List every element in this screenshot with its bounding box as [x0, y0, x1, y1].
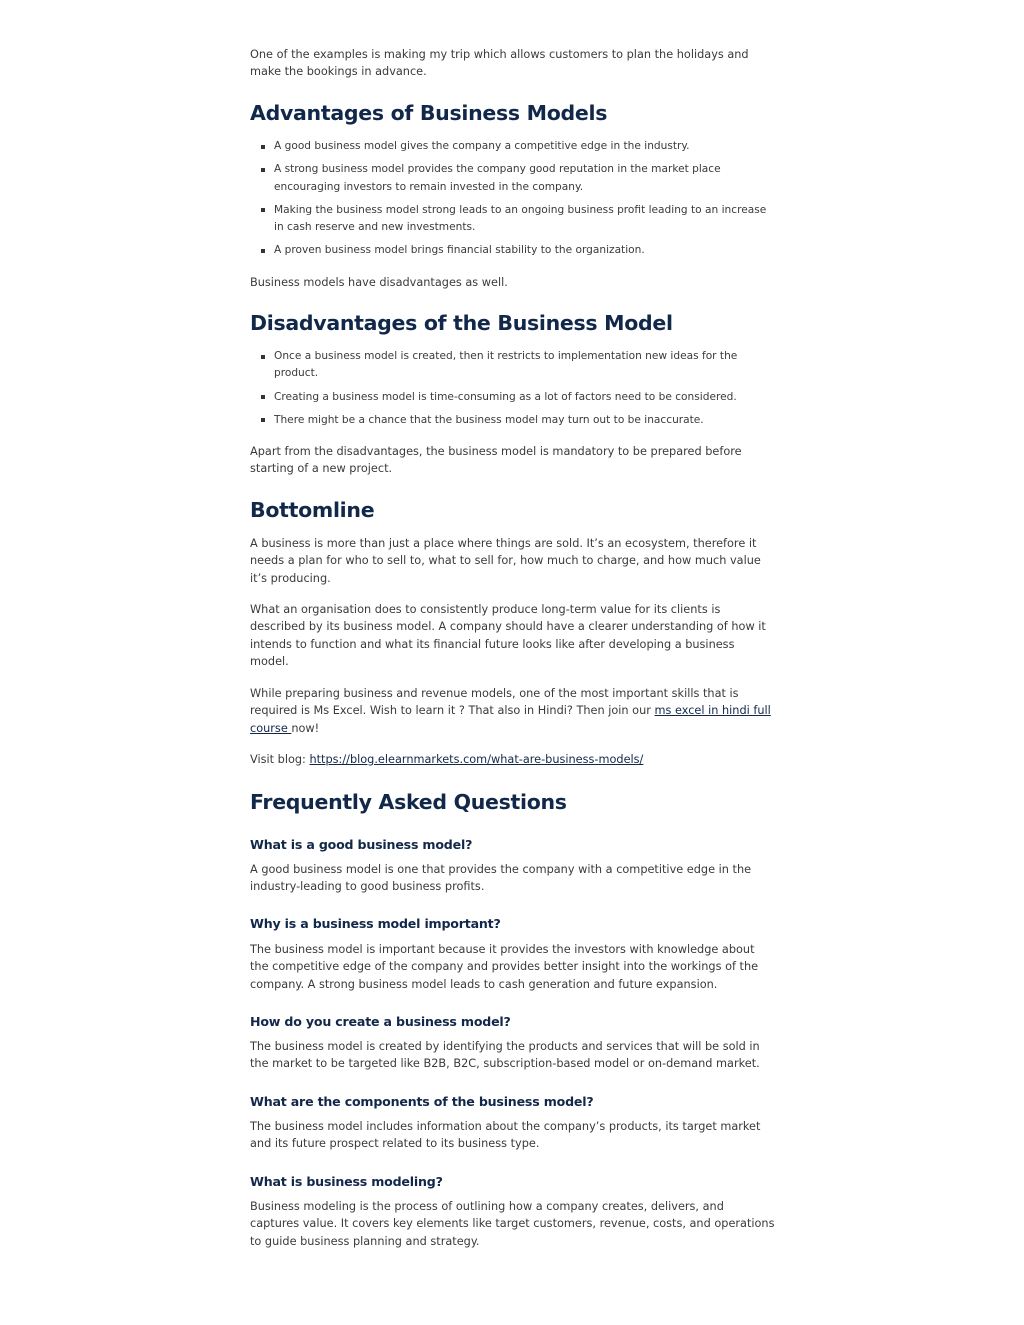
- bottomline-heading: Bottomline: [250, 498, 375, 522]
- bottomline-paragraph-3: [250, 685, 775, 737]
- disadvantages-after-paragraph: Apart from the disadvantages, the business model is mandatory to be prepared before starting of a new project.: [250, 445, 742, 476]
- disadvantages-heading: Disadvantages of the Business Model: [250, 311, 673, 335]
- advantages-list: [250, 138, 775, 260]
- list-item: Once a business model is created, then it restricts to implementation new ideas for the product.: [250, 348, 775, 383]
- visit-blog-label: Visit blog:: [250, 753, 310, 766]
- intro-paragraph: One of the examples is making my trip which allows customers to plan the holidays and make the bookings in advance.: [250, 48, 749, 79]
- faq-answer: A good business model is one that provides the company with a competitive edge in the industry-leading to good business profits.: [250, 863, 752, 894]
- faq-question: What is business modeling?: [250, 1174, 443, 1189]
- faq-question: Why is a business model important?: [250, 916, 501, 931]
- list-item: There might be a chance that the business model may turn out to be inaccurate.: [250, 412, 775, 429]
- list-item: A proven business model brings financial stability to the organization.: [250, 242, 775, 259]
- faq-question: What are the components of the business model?: [250, 1094, 594, 1109]
- visit-blog-paragraph: [250, 751, 775, 768]
- list-item: A good business model gives the company a competitive edge in the industry.: [250, 138, 775, 155]
- faq-answer: Business modeling is the process of outlining how a company creates, delivers, and captures value. It covers key elements like target customers, revenue, costs, and operations to guide business planning and strategy.: [250, 1200, 775, 1248]
- list-item: Creating a business model is time-consuming as a lot of factors need to be considered.: [250, 389, 775, 406]
- advantages-after-paragraph: Business models have disadvantages as well.: [250, 276, 508, 289]
- faq-answer: The business model includes information about the company’s products, its target market and its future prospect related to its business type.: [250, 1120, 761, 1151]
- faq-answer: The business model is important because it provides the investors with knowledge about the competitive edge of the company and provides better insight into the workings of the company. A strong business model leads to cash generation and future expansion.: [250, 943, 759, 991]
- faq-heading: Frequently Asked Questions: [250, 790, 567, 814]
- faq-question: How do you create a business model?: [250, 1014, 511, 1029]
- disadvantages-list: [250, 348, 775, 429]
- bottomline-paragraph-2: What an organisation does to consistently produce long-term value for its clients is described by its business model. A company should have a clearer understanding of how it intends to function and what its financial future looks like after developing a business model.: [250, 603, 766, 669]
- excel-course-suffix: now!: [291, 721, 320, 735]
- bottomline-paragraph-1: A business is more than just a place where things are sold. It’s an ecosystem, therefore it needs a plan for who to sell to, what to sell for, how much to charge, and how much value it’s producing.: [250, 537, 761, 585]
- list-item: A strong business model provides the company good reputation in the market place encouraging investors to remain invested in the company.: [250, 161, 775, 196]
- list-item: Making the business model strong leads to an ongoing business profit leading to an increase in cash reserve and new investments.: [250, 202, 775, 237]
- advantages-heading: Advantages of Business Models: [250, 101, 608, 125]
- faq-answer: The business model is created by identifying the products and services that will be sold in the market to be targeted like B2B, B2C, subscription-based model or on-demand market.: [250, 1040, 760, 1071]
- excel-course-text: While preparing business and revenue models, one of the most important skills that is required is Ms Excel. Wish to learn it ? That also in Hindi? Then join our: [250, 687, 739, 718]
- blog-link[interactable]: https://blog.elearnmarkets.com/what-are-business-models/: [309, 753, 644, 766]
- excel-course-link[interactable]: ms excel in hindi full course: [250, 704, 771, 735]
- faq-question: What is a good business model?: [250, 837, 473, 852]
